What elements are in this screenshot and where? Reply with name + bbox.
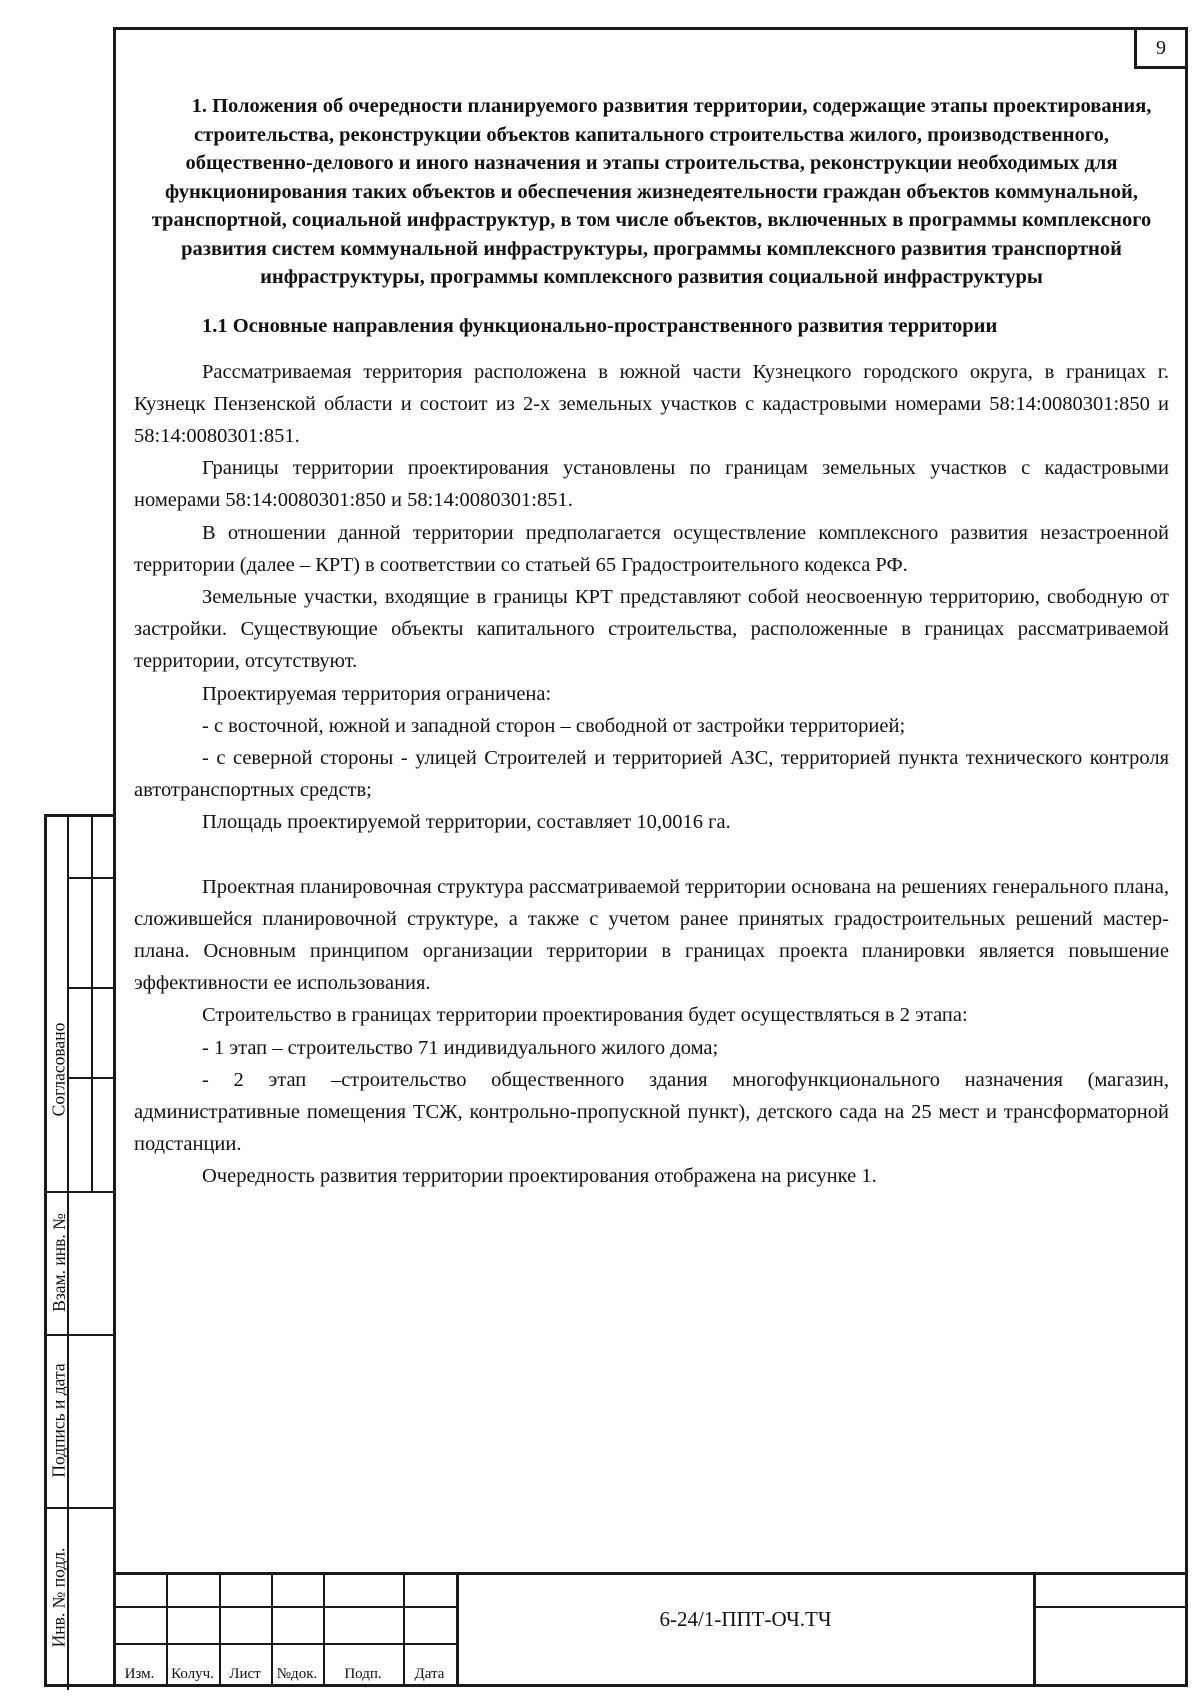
list-item: - 2 этап –строительство общественного здания многофункционального назначения (магазин, административные помещения ТСЖ, контрольно-пропускной пункт), детского сада на 25 мест и трансформаторной подстанции. bbox=[134, 1068, 1169, 1156]
paragraph: Границы территории проектирования установлены по границам земельных участков с кадастровыми номерами 58:14:0080301:850 и 58:14:0080301:851. bbox=[134, 457, 1169, 512]
column-koluch: Колуч. bbox=[171, 1666, 214, 1682]
subsection-heading: 1.1 Основные направления функционально-пространственного развития территории bbox=[202, 314, 998, 337]
side-stamp bbox=[44, 814, 116, 1687]
paragraph: В отношении данной территории предполагается осуществление комплексного развития незастроенной территории (далее – КРТ) в соответствии со статьей 65 Градостроительного кодекса РФ. bbox=[134, 521, 1169, 576]
drawing-frame bbox=[113, 27, 1188, 1687]
section-heading: 1. Положения об очередности планируемого развития территории, содержащие этапы проектирования, строительства, реконструкции объектов капитального строительства жилого, производственного, общественно-делового и иного назначения и этапы строительства, реконструкции необходимых для функционирования таких объектов и обеспечения жизнедеятельности граждан объектов коммунальной, транспортной, социальной инфраструктур, в том числе объектов, включенных в программы комплексного развития систем коммунальной инфраструктуры, программы комплексного развития транспортной инфраструктуры, программы комплексного развития социальной инфраструктуры bbox=[151, 95, 1152, 288]
signature-date-label: Подпись и дата bbox=[48, 1363, 69, 1478]
document-code: 6-24/1-ППТ-ОЧ.ТЧ bbox=[659, 1607, 832, 1631]
column-data: Дата bbox=[414, 1666, 445, 1682]
paragraph-group-1 bbox=[134, 356, 1169, 839]
paragraph: Очередность развития территории проектирования отображена на рисунке 1. bbox=[202, 1165, 877, 1188]
paragraph: Земельные участки, входящие в границы КРТ представляют собой неосвоенную территорию, свободную от застройки. Существующие объекты капитального строительства, расположенные в границах рассматриваемой территории, отсутствуют. bbox=[134, 585, 1169, 673]
column-podp: Подп. bbox=[344, 1666, 382, 1682]
column-izm: Изм. bbox=[124, 1666, 155, 1682]
column-ndok: №док. bbox=[276, 1666, 318, 1682]
paragraph-group-2 bbox=[134, 871, 1169, 1193]
inv-original-label: Инв. № подл. bbox=[48, 1547, 69, 1647]
list-item: - 1 этап – строительство 71 индивидуального жилого дома; bbox=[202, 1036, 719, 1059]
document-body bbox=[134, 90, 1169, 1193]
column-list: Лист bbox=[229, 1666, 261, 1682]
page-number: 9 bbox=[1134, 27, 1188, 69]
paragraph: Строительство в границах территории проектирования будет осуществляться в 2 этапа: bbox=[202, 1004, 968, 1027]
list-item: - с северной стороны - улицей Строителей и территорией АЗС, территорией пункта технического контроля автотранспортных средств; bbox=[134, 746, 1169, 802]
agreed-label: Согласовано bbox=[48, 1022, 69, 1116]
inv-replace-label: Взам. инв. № bbox=[48, 1213, 69, 1312]
list-item: - с восточной, южной и западной сторон – свободной от застройки территорией; bbox=[202, 714, 906, 737]
title-block bbox=[113, 1572, 1188, 1687]
paragraph: Площадь проектируемой территории, составляет 10,0016 га. bbox=[202, 811, 731, 834]
paragraph: Проектная планировочная структура рассматриваемой территории основана на решениях генерального плана, сложившейся планировочной структуре, а также с учетом ранее принятых градостроительных решений мастер-плана. Основным принципом организации территории в границах проекта планировки является повышение эффективности ее использования. bbox=[134, 875, 1169, 995]
paragraph: Рассматриваемая территория расположена в южной части Кузнецкого городского округа, в границах г. Кузнецк Пензенской области и состоит из 2-х земельных участков с кадастровыми номерами 58:14:0080301:850 и 58:14:0080301:851. bbox=[134, 360, 1169, 447]
paragraph: Проектируемая территория ограничена: bbox=[202, 682, 552, 705]
